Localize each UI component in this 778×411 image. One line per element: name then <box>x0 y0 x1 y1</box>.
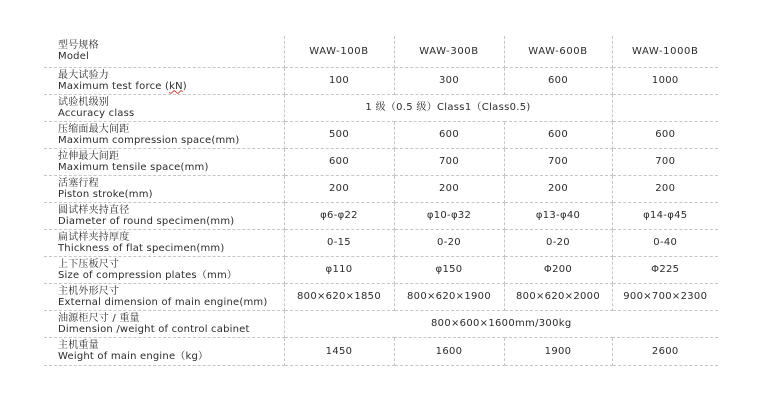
row-value: 200 <box>394 175 504 202</box>
row-label-cn: 主机重量 <box>58 340 99 351</box>
row-value: 200 <box>612 175 718 202</box>
row-value: 600 <box>284 148 394 175</box>
row-label-cn: 活塞行程 <box>58 177 99 189</box>
row-value: 0-15 <box>284 229 394 256</box>
model-label-cell <box>44 36 284 67</box>
row-label-en: Thickness of flat specimen(mm) <box>58 242 225 254</box>
model-name: WAW-300B <box>394 36 504 67</box>
row-value: 600 <box>504 121 612 148</box>
row-value: 1900 <box>504 337 612 365</box>
row-value: 700 <box>504 148 612 175</box>
row-value: 700 <box>394 148 504 175</box>
table-row <box>44 229 718 256</box>
row-label-en-suffix: ) <box>182 80 187 92</box>
row-value: φ13-φ40 <box>504 202 612 229</box>
row-label-en: Diameter of round specimen(mm) <box>58 215 235 227</box>
row-value: φ10-φ32 <box>394 202 504 229</box>
row-label-en-unit: kN <box>169 80 183 92</box>
empty-cell <box>612 94 718 121</box>
row-value: 600 <box>612 121 718 148</box>
table-row <box>44 256 718 283</box>
model-name: WAW-1000B <box>612 36 718 67</box>
row-value: 100 <box>284 67 394 94</box>
row-value: φ14-φ45 <box>612 202 718 229</box>
table-row <box>44 121 718 148</box>
table-row <box>44 67 718 94</box>
table-row <box>44 337 718 365</box>
row-value: 900×700×2300 <box>612 283 718 310</box>
row-value: 0-20 <box>394 229 504 256</box>
row-value: 800×620×1850 <box>284 283 394 310</box>
row-label <box>44 202 284 229</box>
row-label-en: Maximum tensile space(mm) <box>58 161 209 173</box>
row-label-cn: 试验机级别 <box>58 96 109 108</box>
row-label <box>44 175 284 202</box>
row-label <box>44 67 284 94</box>
row-label <box>44 283 284 310</box>
model-name: WAW-600B <box>504 36 612 67</box>
row-label-cn: 扁试样夹持厚度 <box>58 231 130 243</box>
row-value: Φ225 <box>612 256 718 283</box>
row-label <box>44 94 284 121</box>
table-row <box>44 148 718 175</box>
row-value: 2600 <box>612 337 718 365</box>
row-value: φ110 <box>284 256 394 283</box>
row-value: 600 <box>394 121 504 148</box>
row-label-en: Dimension /weight of control cabinet <box>58 323 250 335</box>
merged-value: 800×600×1600mm/300kg <box>284 310 718 337</box>
row-label-cn: 压缩面最大间距 <box>58 123 130 135</box>
header-row <box>44 36 718 67</box>
row-value: 1000 <box>612 67 718 94</box>
row-label-en <box>58 81 284 92</box>
model-label-en: Model <box>58 51 90 63</box>
row-value: Φ200 <box>504 256 612 283</box>
table-row <box>44 283 718 310</box>
row-value: 500 <box>284 121 394 148</box>
table-row <box>44 310 718 337</box>
row-label-en-prefix: Maximum test force ( <box>58 80 170 92</box>
merged-value: 1 级（0.5 级）Class1（Class0.5) <box>284 94 612 121</box>
row-value: 300 <box>394 67 504 94</box>
row-label-en: Piston stroke(mm) <box>58 188 153 200</box>
row-label-cn: 最大试验力 <box>58 69 109 81</box>
row-value: φ150 <box>394 256 504 283</box>
table-row <box>44 175 718 202</box>
row-value: 1450 <box>284 337 394 365</box>
row-label <box>44 121 284 148</box>
row-value: 700 <box>612 148 718 175</box>
row-label-cn: 主机外形尺寸 <box>58 285 120 297</box>
model-name: WAW-100B <box>284 36 394 67</box>
row-value: φ6-φ22 <box>284 202 394 229</box>
row-label <box>44 148 284 175</box>
row-label-cn: 拉伸最大间距 <box>58 150 120 162</box>
row-label <box>44 310 284 337</box>
row-label-en: Size of compression plates（mm） <box>58 269 238 281</box>
row-value: 800×620×2000 <box>504 283 612 310</box>
row-label-en: Accuracy class <box>58 107 135 119</box>
row-label-en: Maximum compression space(mm) <box>58 134 240 146</box>
row-value: 200 <box>504 175 612 202</box>
row-value: 600 <box>504 67 612 94</box>
row-value: 0-20 <box>504 229 612 256</box>
spec-table <box>44 36 718 366</box>
row-label-cn: 上下压板尺寸 <box>58 258 120 270</box>
row-label-cn: 油源柜尺寸 / 重量 <box>58 312 140 324</box>
row-label-cn: 圆试样夹持直径 <box>58 204 130 216</box>
table-row <box>44 94 718 121</box>
row-value: 0-40 <box>612 229 718 256</box>
row-label <box>44 229 284 256</box>
row-value: 800×620×1900 <box>394 283 504 310</box>
table-row <box>44 202 718 229</box>
model-label-cn: 型号规格 <box>58 40 99 52</box>
row-value: 200 <box>284 175 394 202</box>
row-label <box>44 256 284 283</box>
row-label-en: Weight of main engine（kg） <box>58 351 209 362</box>
row-value: 1600 <box>394 337 504 365</box>
row-label <box>44 337 284 365</box>
row-label-en: External dimension of main engine(mm) <box>58 296 268 308</box>
